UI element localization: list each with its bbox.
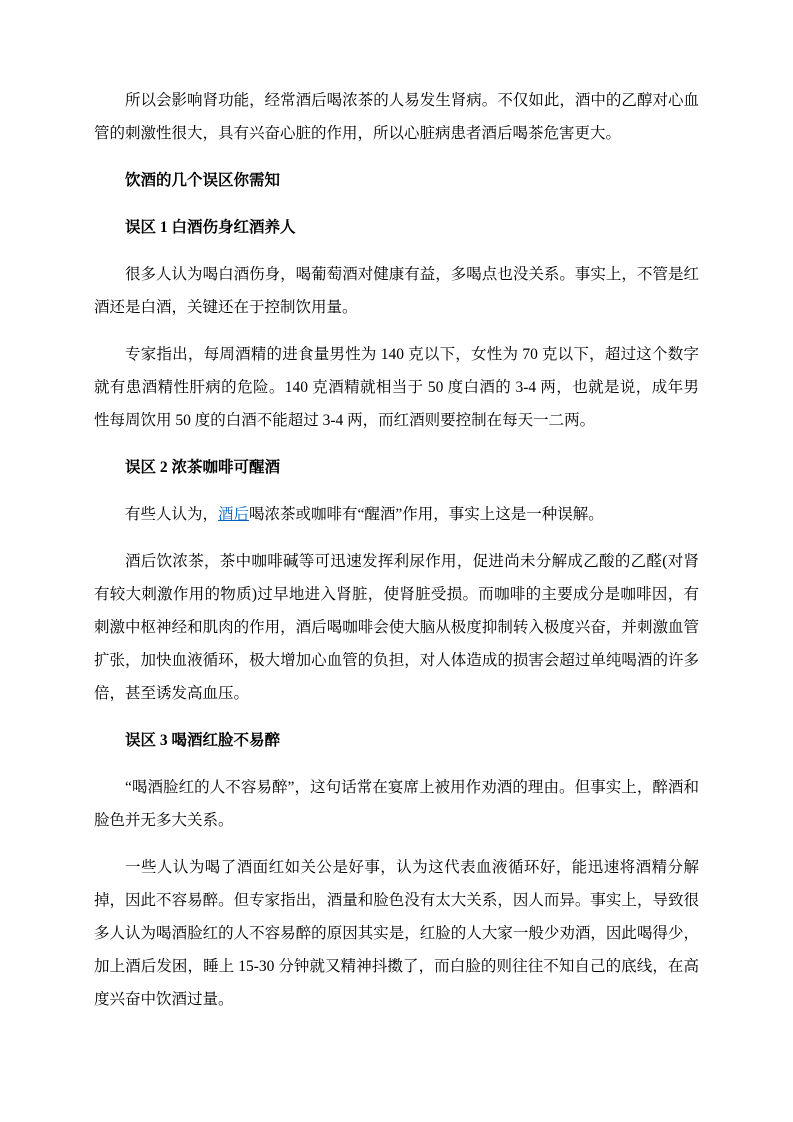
myth1-paragraph-1: 很多人认为喝白酒伤身，喝葡萄酒对健康有益，多喝点也没关系。事实上，不管是红酒还是白酒，关键还在于控制饮用量。 (94, 266, 699, 316)
myth1-heading: 误区 1 白酒伤身红酒养人 (125, 219, 296, 236)
myth2-paragraph-1 (94, 498, 699, 531)
myth2-paragraph-2: 酒后饮浓茶，茶中咖啡碱等可迅速发挥利尿作用，促进尚未分解成乙酸的乙醛(对肾有较大刺激作用的物质)过早地进入肾脏，使肾脏受损。而咖啡的主要成分是咖啡因，有刺激中枢神经和肌肉的作用，酒后喝咖啡会使大脑从极度抑制转入极度兴奋，并刺激血管扩张，加快血液循环，极大增加心血管的负担，对人体造成的损害会超过单纯喝酒的许多倍，甚至诱发高血压。 (94, 553, 699, 702)
myth3-heading: 误区 3 喝酒红脸不易醉 (125, 732, 281, 749)
jiuhou-link[interactable]: 酒后 (218, 506, 250, 523)
text-after-link: 喝浓茶或咖啡有“醒酒”作用，事实上这是一种误解。 (249, 506, 604, 523)
myth1-paragraph-2: 专家指出，每周酒精的进食量男性为 140 克以下，女性为 70 克以下，超过这个数字就有患酒精性肝病的危险。140 克酒精就相当于 50 度白酒的 3-4 两，也就是说，成年男性每周饮用 50 度的白酒不能超过 3-4 两，而红酒则要控制在每天一二两。 (94, 346, 699, 429)
section-heading: 饮酒的几个误区你需知 (125, 172, 281, 189)
myth3-paragraph-1: “喝酒脸红的人不容易醉”，这句话常在宴席上被用作劝酒的理由。但事实上，醉酒和脸色并无多大关系。 (94, 779, 699, 829)
myth3-paragraph-2: 一些人认为喝了酒面红如关公是好事，认为这代表血液循环好，能迅速将酒精分解掉，因此不容易醉。但专家指出，酒量和脸色没有太大关系，因人而异。事实上，导致很多人认为喝酒脸红的人不容易醉的原因其实是，红脸的人大家一般少劝酒，因此喝得少，加上酒后发困，睡上 15-30 分钟就又精神抖擞了，而白脸的则往往不知自己的底线，在高度兴奋中饮酒过量。 (94, 859, 699, 1008)
text-before-link: 有些人认为， (125, 506, 219, 523)
myth2-heading: 误区 2 浓茶咖啡可醒酒 (125, 459, 281, 476)
intro-paragraph: 所以会影响肾功能，经常酒后喝浓茶的人易发生肾病。不仅如此，酒中的乙醇对心血管的刺激性很大，具有兴奋心脏的作用，所以心脏病患者酒后喝茶危害更大。 (94, 92, 699, 142)
